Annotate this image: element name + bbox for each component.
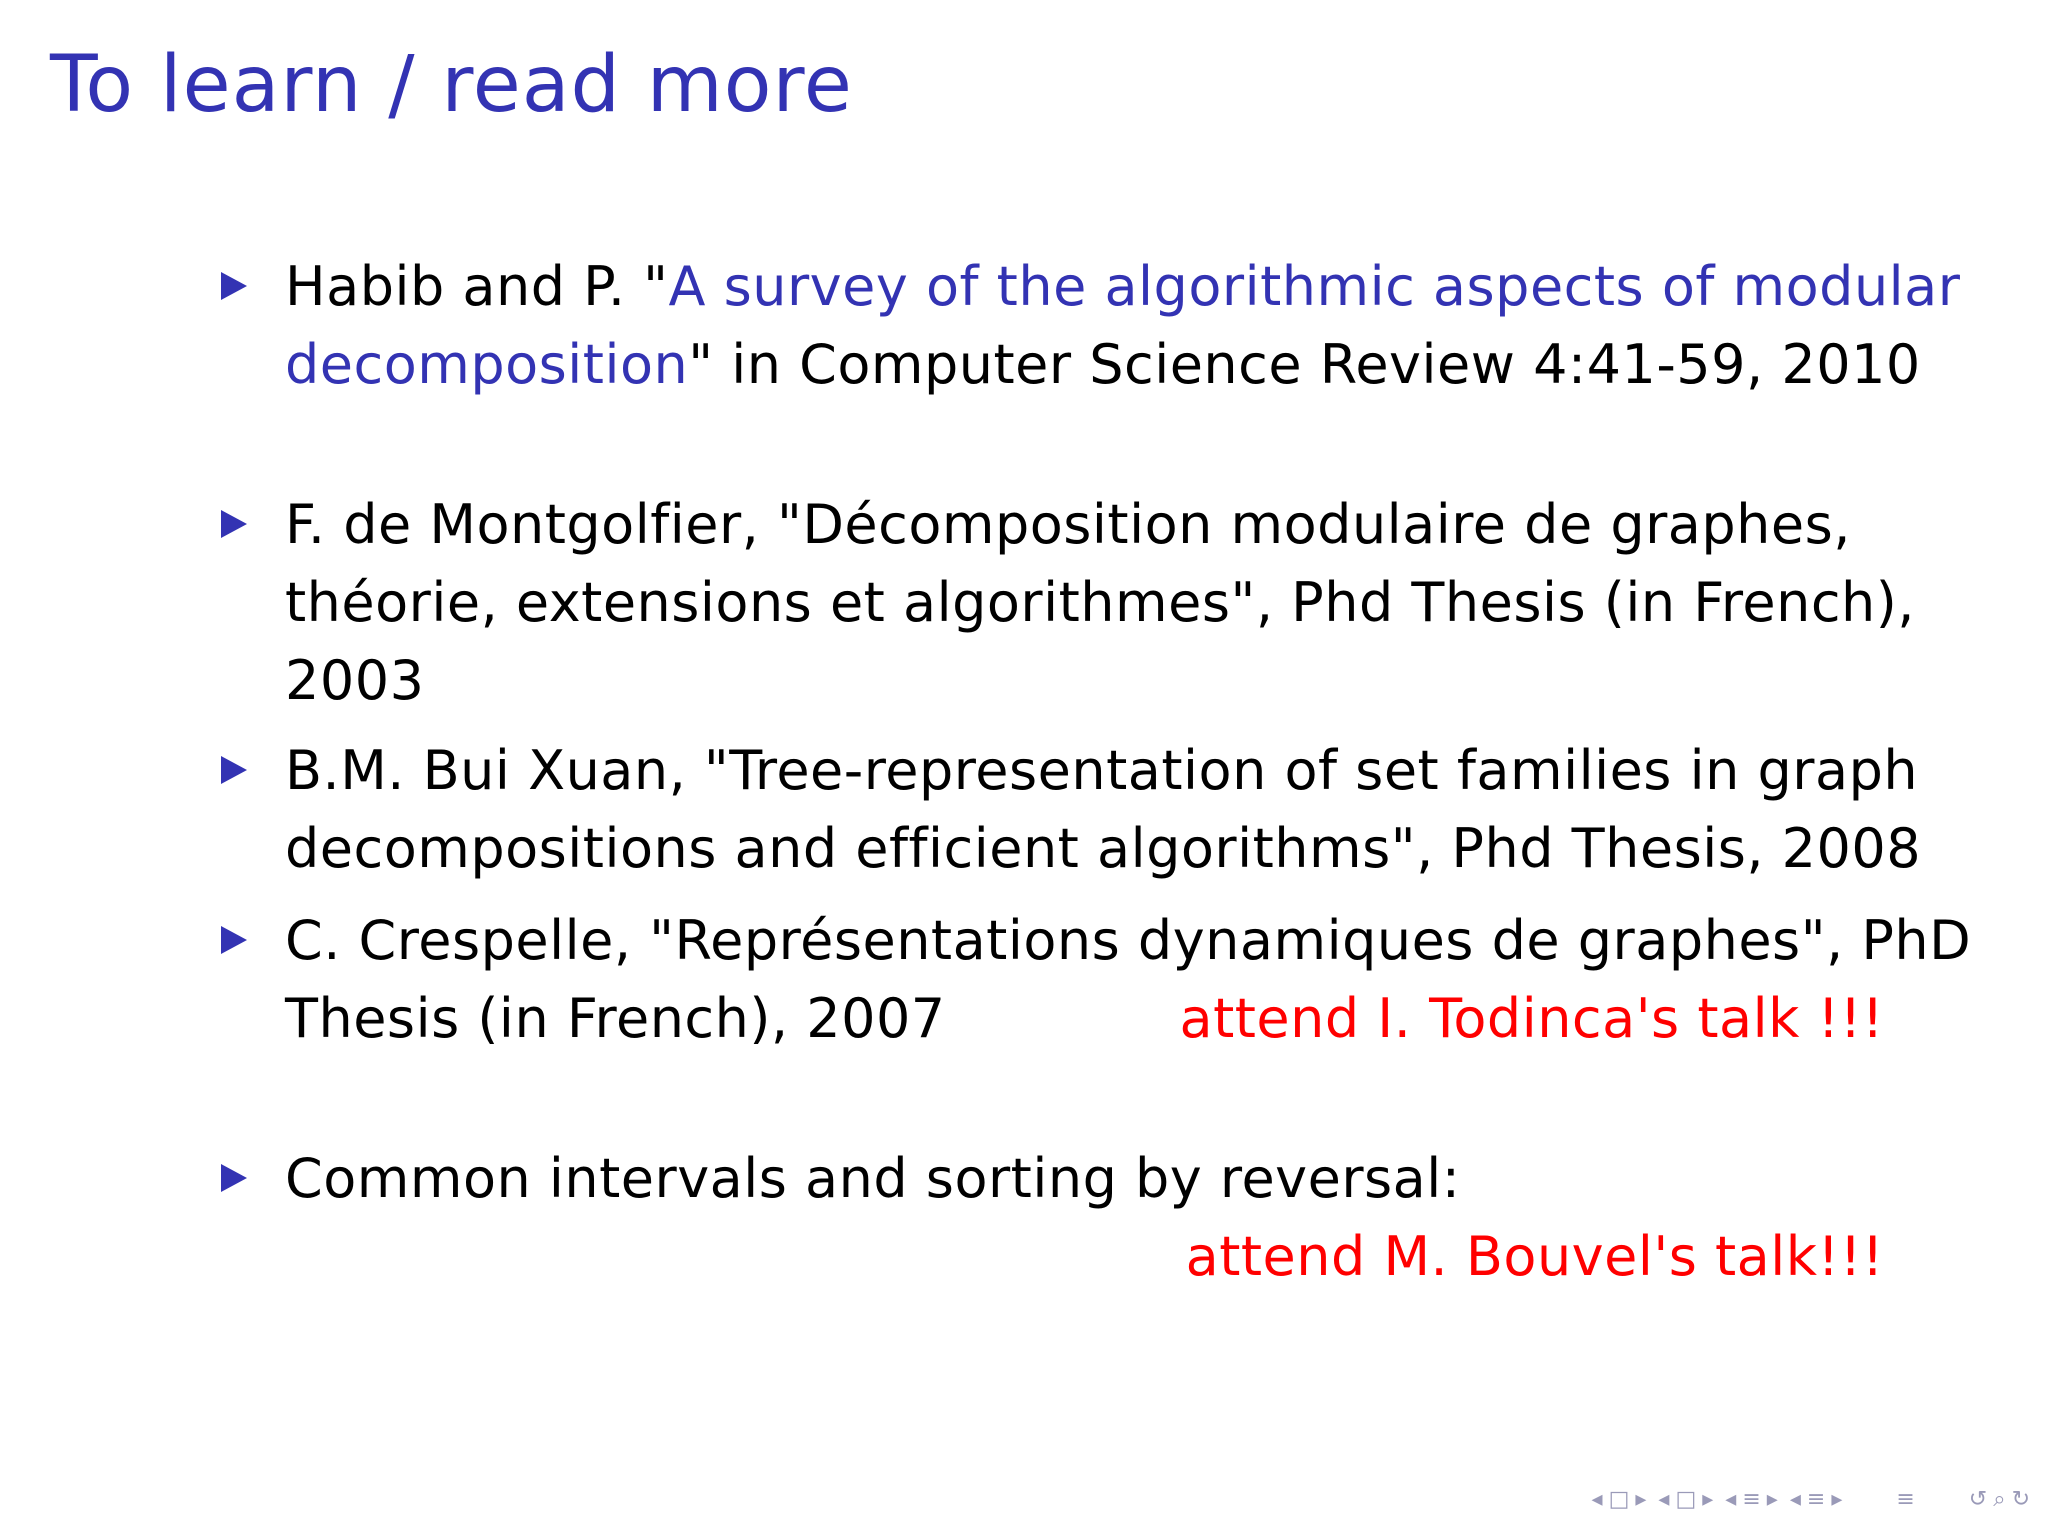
reference-line: decompositions and efficient algorithms", Phd Thesis, 2008	[285, 817, 1922, 880]
part-icon[interactable]: ≡	[1806, 1487, 1826, 1512]
reference-line: 2003	[285, 649, 425, 712]
next-subsection-icon[interactable]: ▸	[1702, 1487, 1714, 1512]
reference-line: F. de Montgolfier, "Décomposition modulaire de graphes,	[285, 493, 1851, 556]
search-nav	[1969, 1489, 2030, 1511]
frame-icon[interactable]: □	[1608, 1487, 1630, 1512]
part-nav	[1790, 1489, 1843, 1511]
subsection-icon[interactable]: □	[1675, 1487, 1697, 1512]
frame-nav	[1592, 1489, 1647, 1511]
bullet-triangle-icon	[221, 272, 247, 300]
search-icon[interactable]: ⌕	[1993, 1487, 2006, 1512]
reference-author: Habib and P. "	[285, 255, 669, 318]
bullet-triangle-icon	[221, 756, 247, 784]
next-frame-icon[interactable]: ▸	[1635, 1487, 1647, 1512]
reference-title-link[interactable]: A survey of the algorithmic aspects of modular	[668, 255, 1961, 318]
reference-line: théorie, extensions et algorithmes", Phd Thesis (in French),	[285, 571, 1915, 634]
next-part-icon[interactable]: ▸	[1831, 1487, 1843, 1512]
reference-line: B.M. Bui Xuan, "Tree-representation of set families in graph	[285, 739, 1919, 802]
bullet-triangle-icon	[221, 926, 247, 954]
previous-section-icon[interactable]: ◂	[1725, 1487, 1737, 1512]
previous-part-icon[interactable]: ◂	[1789, 1487, 1801, 1512]
align-icon[interactable]: ≡	[1896, 1487, 1915, 1512]
bullet-triangle-icon	[221, 1164, 247, 1192]
slide-title: To learn / read more	[50, 40, 853, 130]
reference-line: Common intervals and sorting by reversal:	[285, 1147, 1461, 1210]
reference-title-link[interactable]: decomposition	[285, 333, 689, 396]
talk-note: attend I. Todinca's talk !!!	[1179, 987, 1884, 1050]
reference-line: C. Crespelle, "Représentations dynamiques de graphes", PhD	[285, 909, 1972, 972]
section-nav	[1725, 1489, 1778, 1511]
next-section-icon[interactable]: ▸	[1766, 1487, 1778, 1512]
subsection-nav	[1658, 1489, 1713, 1511]
talk-note: attend M. Bouvel's talk!!!	[1185, 1225, 1884, 1288]
reference-venue: " in Computer Science Review 4:41-59, 2010	[688, 333, 1921, 396]
previous-frame-icon[interactable]: ◂	[1591, 1487, 1603, 1512]
beamer-navigation-bar	[1592, 1482, 2030, 1518]
previous-subsection-icon[interactable]: ◂	[1658, 1487, 1670, 1512]
back-icon[interactable]: ↺	[1968, 1487, 1988, 1512]
reference-line	[285, 255, 1961, 318]
bullet-triangle-icon	[221, 510, 247, 538]
section-icon[interactable]: ≡	[1742, 1487, 1761, 1512]
reference-line	[285, 333, 1921, 396]
forward-icon[interactable]: ↻	[2011, 1487, 2030, 1512]
reference-line: Thesis (in French), 2007	[285, 987, 946, 1050]
